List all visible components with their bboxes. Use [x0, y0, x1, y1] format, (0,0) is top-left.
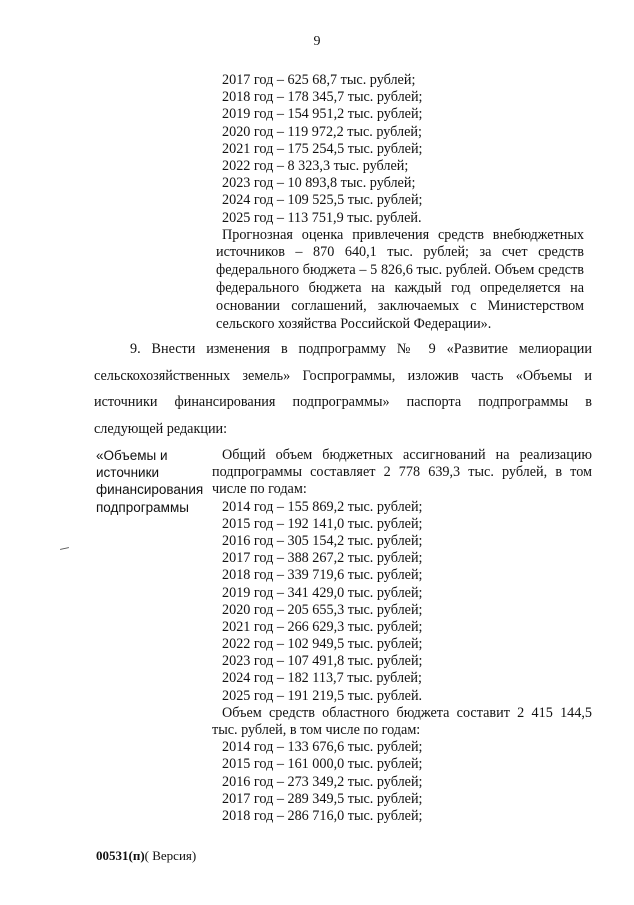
margin-mark [60, 547, 69, 550]
year-line: 2025 год – 191 219,5 тыс. рублей. [222, 687, 423, 704]
regional-years-list [212, 739, 592, 825]
year-line: 2017 год – 625 68,7 тыс. рублей; [222, 72, 416, 88]
passport-label [96, 447, 208, 516]
year-line: 2019 год – 154 951,2 тыс. рублей; [222, 106, 423, 123]
year-line: 2016 год – 273 349,2 тыс. рублей; [222, 773, 423, 790]
year-line: 2022 год – 8 323,3 тыс. рублей; [222, 157, 409, 174]
year-line: 2015 год – 161 000,0 тыс. рублей; [222, 756, 423, 773]
year-line: 2018 год – 339 719,6 тыс. рублей; [222, 567, 423, 584]
forecast-paragraph [216, 227, 584, 334]
label-line: подпрограммы [96, 499, 189, 515]
year-line: 2016 год – 305 154,2 тыс. рублей; [222, 532, 423, 549]
year-line: 2018 год – 286 716,0 тыс. рублей; [222, 808, 423, 825]
page-number: 9 [313, 34, 321, 49]
year-line: 2015 год – 192 141,0 тыс. рублей; [222, 515, 423, 532]
year-line: 2023 год – 107 491,8 тыс. рублей; [222, 653, 423, 670]
label-line: «Объемы и [96, 448, 168, 463]
year-line: 2025 год – 113 751,9 тыс. рублей. [222, 209, 422, 226]
year-line: 2017 год – 388 267,2 тыс. рублей; [222, 550, 423, 567]
year-line: 2020 год – 119 972,2 тыс. рублей; [222, 123, 422, 140]
year-line: 2022 год – 102 949,5 тыс. рублей; [222, 636, 423, 653]
year-line: 2024 год – 182 113,7 тыс. рублей; [222, 670, 422, 687]
top-years-block [216, 72, 592, 333]
label-line: финансирования [96, 482, 204, 498]
year-line: 2020 год – 205 655,3 тыс. рублей; [222, 601, 423, 618]
forecast-text: Прогнозная оценка привлечения средств внебюджетных источников – 870 640,1 тыс. рублей; за счет средств федерального бюджета – 5 826,6 тыс. рублей. Объем средств федерального бюджета на каждый год определяется на основании соглашений, заключаемых с Министерством сельского хозяйства Российской Федерации». [216, 226, 584, 332]
item-9-paragraph: 9. Внести изменения в подпрограмму № 9 «Развитие мелиорации сельскохозяйственных земель» Госпрограммы, изложив часть «Объемы и источники финансирования подпрограммы» паспорта подпрограммы в следующей редакции: [94, 341, 592, 437]
year-line: 2014 год – 155 869,2 тыс. рублей; [222, 498, 423, 515]
regional-intro: Объем средств областного бюджета составит 2 415 144,5 тыс. рублей, в том числе по годам: [212, 704, 592, 739]
year-line: 2019 год – 341 429,0 тыс. рублей; [222, 584, 423, 601]
year-line: 2018 год – 178 345,7 тыс. рублей; [222, 89, 423, 106]
document-code: 00531(п) [96, 848, 145, 863]
label-line: источники [96, 465, 160, 481]
total-years-list [212, 499, 592, 705]
total-intro: Общий объем бюджетных ассигнований на реализацию подпрограммы составляет 2 778 639,3 тыс. рублей, в том числе по годам: [212, 447, 592, 498]
passport-content [212, 447, 592, 825]
document-version: ( Версия) [144, 848, 197, 863]
year-line: 2014 год – 133 676,6 тыс. рублей; [222, 739, 423, 756]
year-line: 2023 год – 10 893,8 тыс. рублей; [222, 175, 416, 192]
year-line: 2021 год – 175 254,5 тыс. рублей; [222, 140, 423, 157]
year-line: 2021 год – 266 629,3 тыс. рублей; [222, 618, 423, 635]
document-footer [96, 848, 196, 864]
year-line: 2024 год – 109 525,5 тыс. рублей; [222, 192, 423, 209]
year-line: 2017 год – 289 349,5 тыс. рублей; [222, 790, 423, 807]
